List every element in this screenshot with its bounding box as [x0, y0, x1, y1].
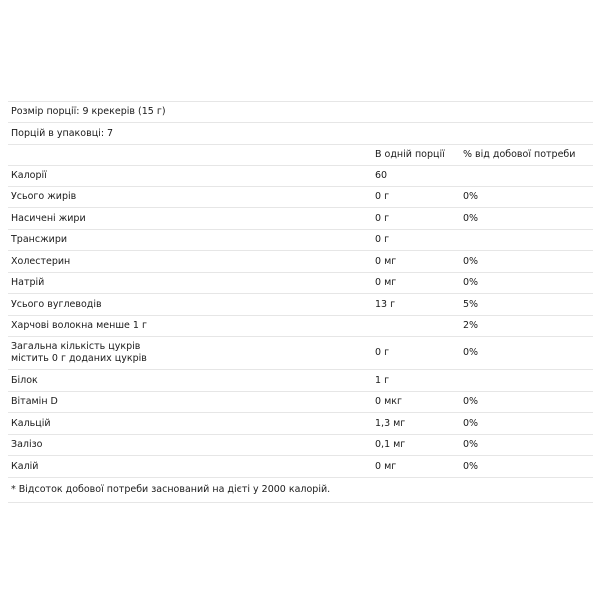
nutrient-amount: 0 мг	[375, 460, 397, 472]
serving-size-row	[8, 101, 593, 122]
nutrient-amount: 0,1 мг	[375, 439, 406, 450]
nutrient-row-total-carbohydrates	[8, 293, 593, 315]
nutrient-name: Усього жирів	[11, 191, 77, 202]
nutrient-amount: 1,3 мг	[375, 417, 406, 429]
nutrient-row-potassium	[8, 455, 593, 477]
nutrient-name: Калорії	[11, 170, 47, 181]
nutrient-amount: 13 г	[375, 298, 396, 310]
nutrient-amount: 0 г	[375, 212, 390, 224]
nutrient-name: Білок	[11, 374, 38, 386]
nutrient-name: Натрій	[11, 277, 45, 288]
nutrient-name: Трансжири	[11, 234, 68, 245]
nutrient-amount: 0 мг	[375, 277, 397, 288]
nutrient-daily-value: 0%	[463, 417, 479, 429]
nutrient-row-dietary-fiber	[8, 315, 593, 336]
nutrient-amount: 60	[375, 170, 388, 181]
nutrient-name: Калій	[11, 460, 39, 472]
nutrient-amount: 0 мкг	[375, 396, 402, 407]
servings-per-container: Порцій в упаковці: 7	[11, 127, 114, 139]
nutrient-row-calcium	[8, 412, 593, 434]
nutrient-daily-value: 0%	[463, 191, 479, 202]
nutrient-name: Вітамін D	[11, 396, 58, 407]
nutrient-row-sodium	[8, 272, 593, 293]
nutrient-daily-value: 0%	[463, 277, 479, 288]
nutrient-row-saturated-fat	[8, 207, 593, 229]
nutrient-name: Холестерин	[11, 255, 71, 267]
column-header-per-serving: В одній порції	[375, 149, 445, 160]
nutrient-daily-value: 0%	[463, 212, 479, 224]
nutrient-name: Насичені жири	[11, 212, 86, 224]
nutrient-daily-value: 0%	[463, 396, 479, 407]
nutrient-name: Харчові волокна менше 1 г	[11, 320, 147, 331]
nutrient-row-cholesterol	[8, 250, 593, 272]
nutrient-name: Залізо	[11, 439, 43, 450]
nutrient-daily-value: 0%	[463, 439, 479, 450]
nutrient-row-total-sugars	[8, 336, 593, 369]
nutrient-amount: 0 г	[375, 234, 390, 245]
table-header-row	[8, 144, 593, 165]
nutrient-daily-value: 0%	[463, 347, 479, 358]
nutrient-name: Усього вуглеводів	[11, 298, 102, 310]
nutrient-name-line1: Загальна кількість цукрів	[11, 341, 141, 352]
nutrient-amount: 1 г	[375, 374, 390, 386]
nutrient-name-line2: містить 0 г доданих цукрів	[11, 353, 147, 364]
nutrient-daily-value: 0%	[463, 255, 479, 267]
nutrient-name: Кальцій	[11, 417, 51, 429]
nutrient-row-trans-fat	[8, 229, 593, 250]
nutrient-daily-value: 2%	[463, 320, 479, 331]
nutrient-amount: 0 мг	[375, 255, 397, 267]
serving-size: Розмір порції: 9 крекерів (15 г)	[11, 106, 166, 117]
servings-per-container-row	[8, 122, 593, 144]
nutrient-row-calories	[8, 165, 593, 186]
footnote: * Відсоток добової потреби заснований на дієті у 2000 калорій.	[11, 484, 331, 495]
nutrient-daily-value: 5%	[463, 298, 479, 310]
nutrient-amount: 0 г	[375, 191, 390, 202]
footnote-row	[8, 477, 593, 503]
nutrient-row-total-fat	[8, 186, 593, 207]
column-header-daily-value: % від добової потреби	[463, 149, 576, 160]
nutrient-row-vitamin-d	[8, 391, 593, 412]
nutrient-row-protein	[8, 369, 593, 391]
nutrient-amount: 0 г	[375, 347, 390, 358]
nutrition-facts-table	[8, 101, 593, 503]
nutrient-row-iron	[8, 434, 593, 455]
nutrient-name	[11, 337, 147, 369]
nutrient-daily-value: 0%	[463, 460, 479, 472]
